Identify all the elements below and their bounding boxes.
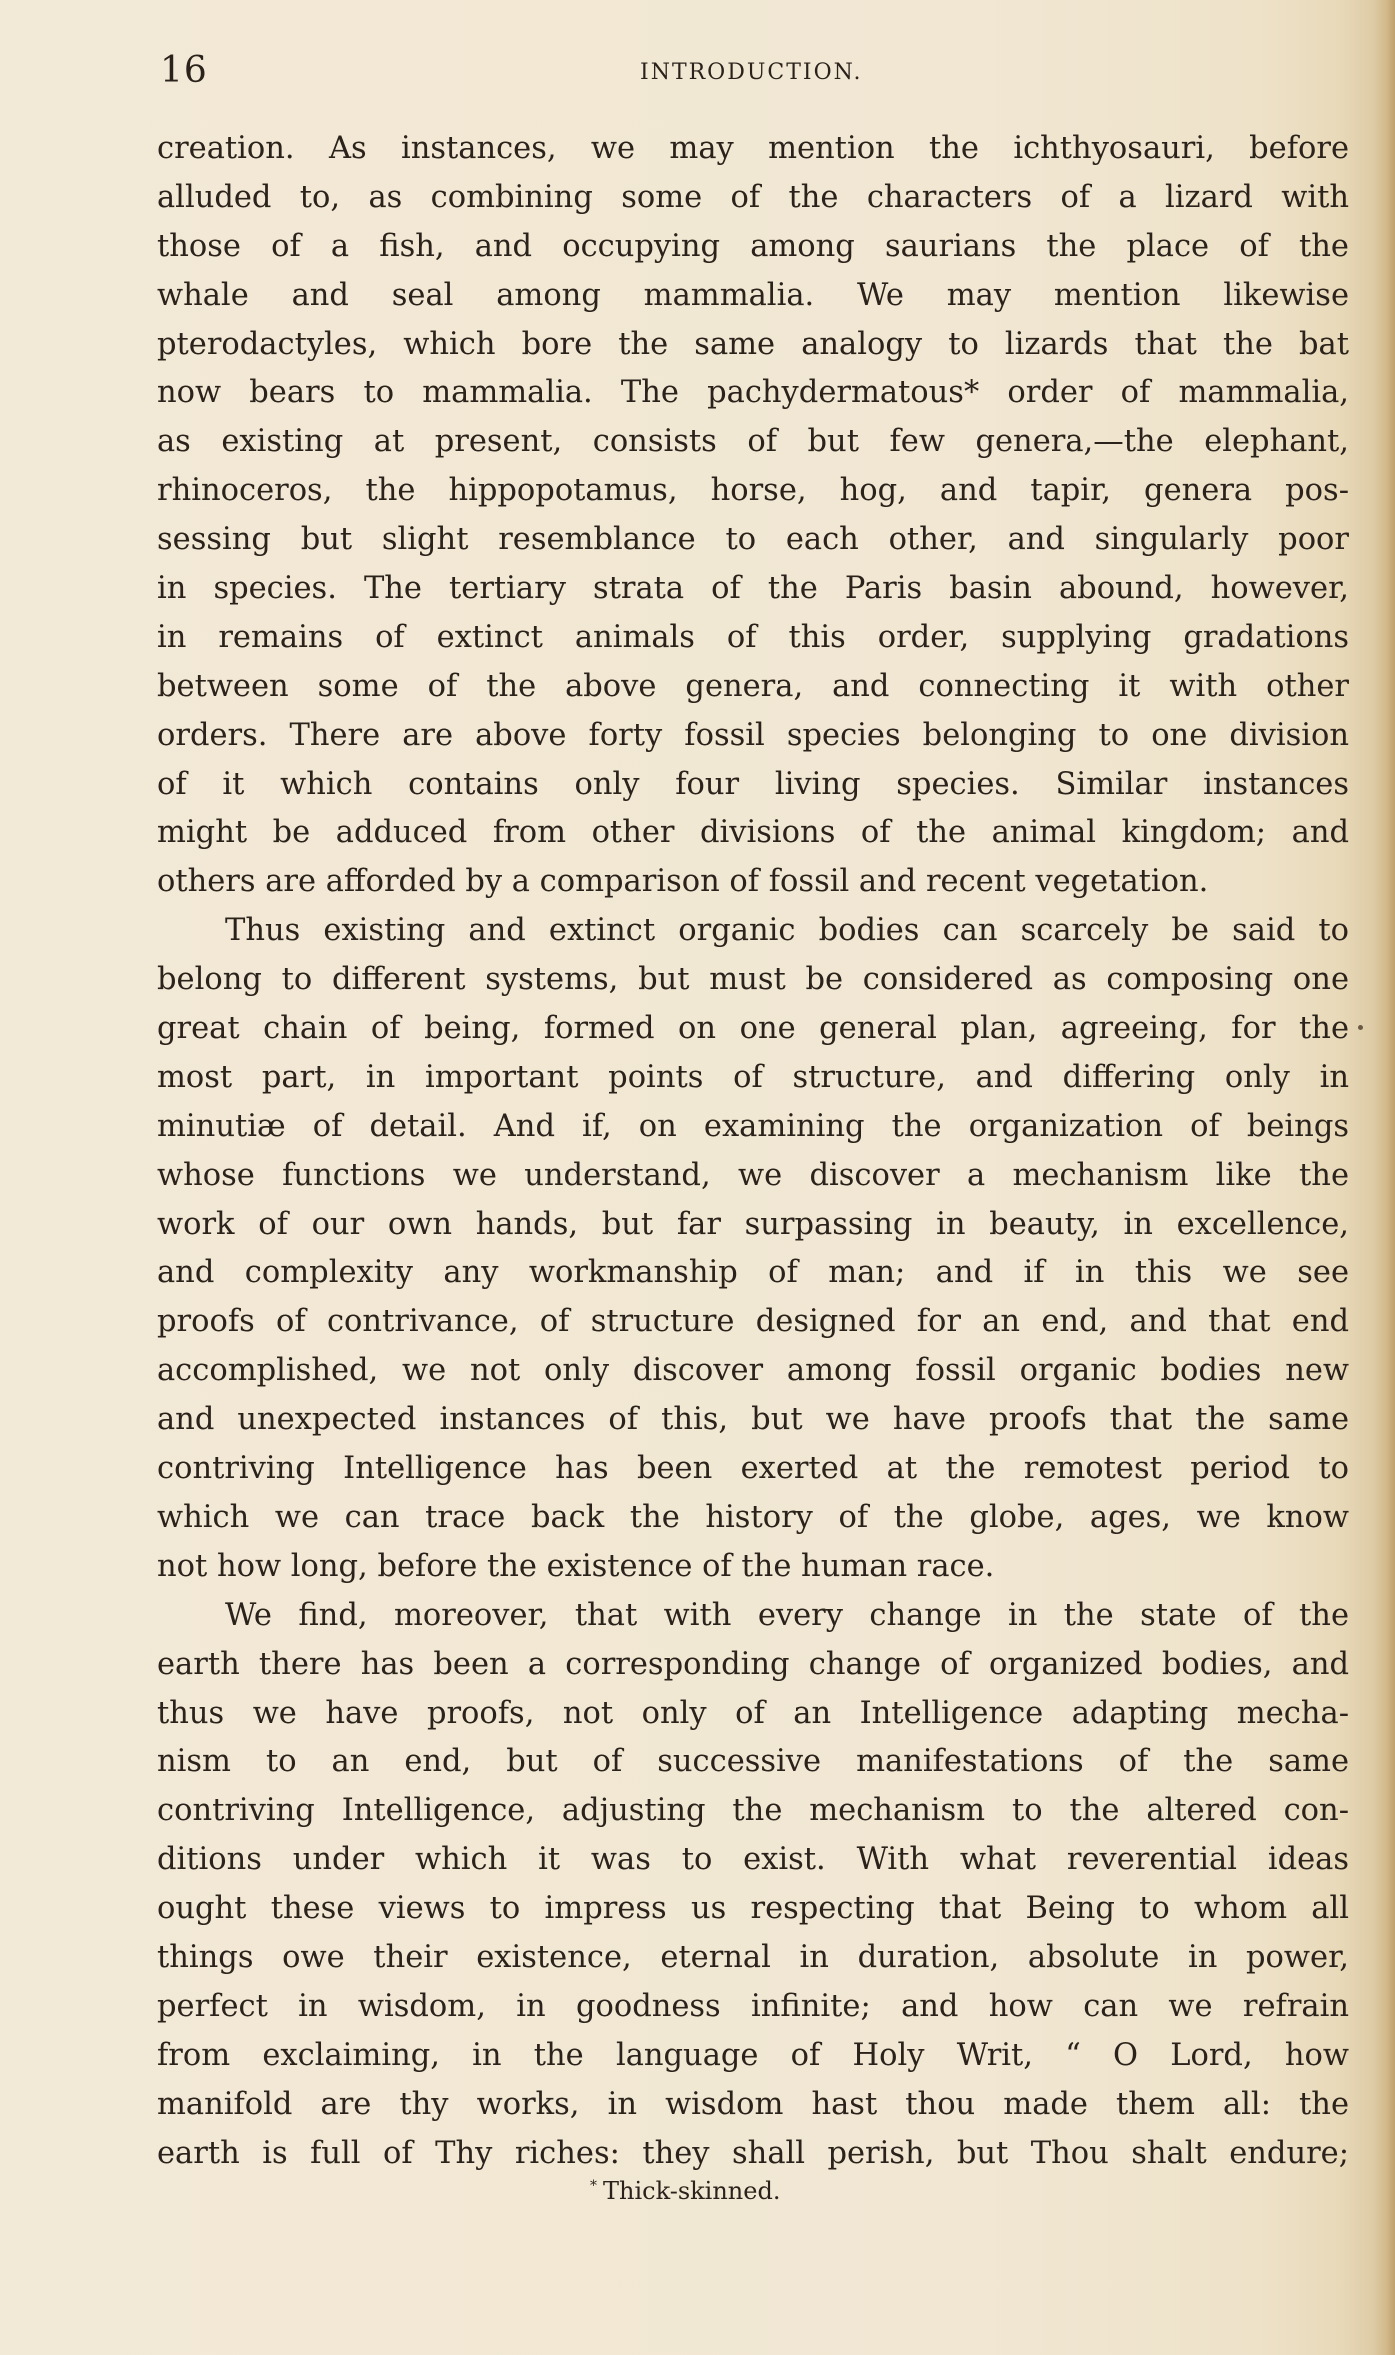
text-line: creation. As instances, we may mention the ichthyosauri, before xyxy=(157,131,1349,166)
text-line: and complexity any workmanship of man; and if in this we see xyxy=(157,1255,1349,1291)
text-line: orders. There are above forty fossil species belonging to one division xyxy=(157,717,1349,753)
text-line: manifold are thy works, in wisdom hast thou made them all: the xyxy=(157,2086,1349,2122)
text-line: great chain of being, formed on one general plan, agreeing, for the xyxy=(157,1011,1349,1047)
text-line: rhinoceros, the hippopotamus, horse, hog, and tapir, genera pos- xyxy=(157,473,1349,509)
text-line: now bears to mammalia. The pachydermatous* order of mammalia, xyxy=(157,375,1349,411)
text-line: those of a fish, and occupying among saurians the place of the xyxy=(157,228,1349,264)
paragraph-start-line: Thus existing and extinct organic bodies can scarcely be said to xyxy=(225,913,1349,949)
text-line: alluded to, as combining some of the characters of a lizard with xyxy=(157,179,1349,215)
text-line: might be adduced from other divisions of the animal kingdom; and xyxy=(157,815,1349,851)
body-text xyxy=(157,125,1349,2178)
text-line: earth there has been a corresponding change of organized bodies, and xyxy=(157,1646,1349,1682)
text-line: whale and seal among mammalia. We may mention likewise xyxy=(157,277,1349,313)
text-line: things owe their existence, eternal in duration, absolute in power, xyxy=(157,1939,1349,1975)
text-line: sessing but slight resemblance to each other, and singularly poor xyxy=(157,522,1349,558)
text-line: in species. The tertiary strata of the Paris basin abound, however, xyxy=(157,571,1349,607)
text-line: belong to different systems, but must be considered as composing one xyxy=(157,962,1349,998)
text-line: from exclaiming, in the language of Holy Writ, “ O Lord, how xyxy=(157,2037,1349,2073)
text-line: work of our own hands, but far surpassing in beauty, in excellence, xyxy=(157,1206,1349,1242)
text-line: contriving Intelligence has been exerted at the remotest period to xyxy=(157,1451,1349,1487)
text-line: nism to an end, but of successive manifestations of the same xyxy=(157,1744,1349,1780)
text-line: ditions under which it was to exist. With what reverential ideas xyxy=(157,1842,1349,1878)
paragraph-start-line: We find, moreover, that with every change in the state of the xyxy=(225,1597,1349,1633)
text-line: earth is full of Thy riches: they shall perish, but Thou shalt endure; xyxy=(157,2135,1349,2171)
text-line: minutiæ of detail. And if, on examining the organization of beings xyxy=(157,1108,1349,1144)
page-header xyxy=(160,50,1345,100)
footnote-text: Thick-skinned. xyxy=(603,2177,781,2205)
running-title: INTRODUCTION. xyxy=(640,60,863,85)
page-number: 16 xyxy=(160,50,208,91)
text-line: others are afforded by a comparison of fossil and recent vegetation. xyxy=(157,864,1209,900)
footnote xyxy=(590,2177,780,2205)
text-line: ought these views to impress us respecting that Being to whom all xyxy=(157,1891,1349,1927)
text-line: most part, in important points of structure, and differing only in xyxy=(157,1059,1349,1095)
text-line: whose functions we understand, we discover a mechanism like the xyxy=(157,1157,1349,1193)
text-line: in remains of extinct animals of this order, supplying gradations xyxy=(157,619,1349,655)
text-line: contriving Intelligence, adjusting the mechanism to the altered con- xyxy=(157,1793,1349,1829)
text-line: which we can trace back the history of the globe, ages, we know xyxy=(157,1499,1349,1535)
text-line: accomplished, we not only discover among fossil organic bodies new xyxy=(157,1353,1349,1389)
margin-speck xyxy=(1358,1025,1363,1030)
text-line: of it which contains only four living species. Similar instances xyxy=(157,766,1349,802)
text-line: perfect in wisdom, in goodness infinite; and how can we refrain xyxy=(157,1988,1349,2024)
text-line: as existing at present, consists of but few genera,—the elephant, xyxy=(157,424,1349,460)
page-edge-shadow xyxy=(1373,0,1395,2355)
text-line: not how long, before the existence of the human race. xyxy=(157,1548,995,1584)
text-line: and unexpected instances of this, but we have proofs that the same xyxy=(157,1402,1349,1438)
text-line: pterodactyles, which bore the same analogy to lizards that the bat xyxy=(157,326,1349,362)
text-line: thus we have proofs, not only of an Intelligence adapting mecha- xyxy=(157,1695,1349,1731)
text-line: proofs of contrivance, of structure designed for an end, and that end xyxy=(157,1304,1349,1340)
footnote-mark: * xyxy=(590,2178,597,2194)
text-line: between some of the above genera, and connecting it with other xyxy=(157,668,1349,704)
